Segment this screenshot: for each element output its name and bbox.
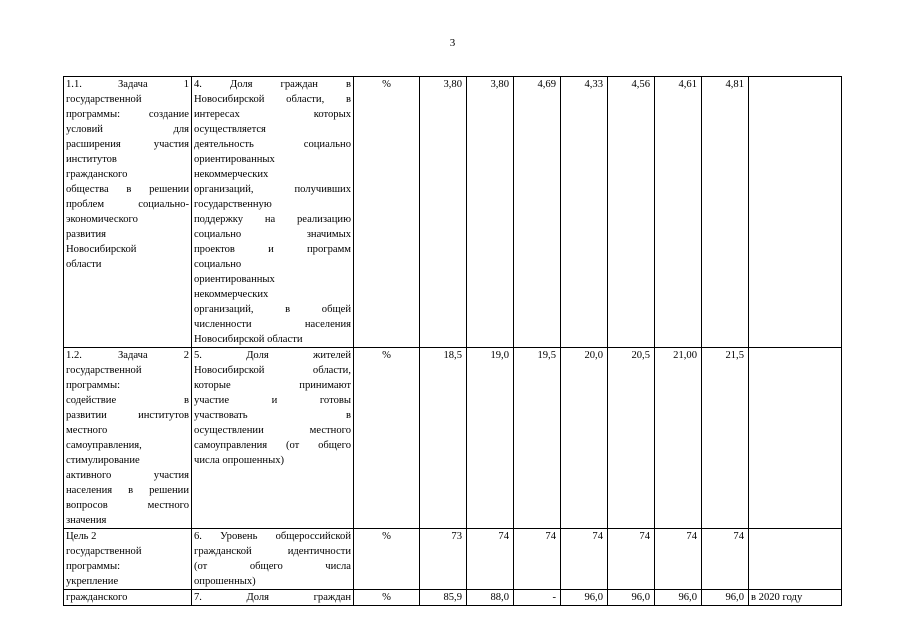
- indicator-cell-line: некоммерческих: [194, 289, 269, 300]
- indicator-cell-line: организаций, в общей: [194, 304, 351, 315]
- value-cell: 74: [702, 529, 749, 590]
- goal-cell: [64, 529, 192, 590]
- goal-cell-line: институтов: [66, 154, 117, 165]
- indicator-cell-line: социально: [194, 259, 242, 270]
- goal-cell: [64, 77, 192, 348]
- value-cell: 74: [608, 529, 655, 590]
- indicator-cell-line: государственную: [194, 199, 272, 210]
- goal-cell-line: программы: создание: [66, 109, 189, 120]
- value-cell: 3,80: [420, 77, 467, 348]
- indicator-cell-line: интересах которых: [194, 109, 351, 120]
- goal-cell-line: экономического: [66, 214, 138, 225]
- indicator-cell-line: осуществляется: [194, 124, 266, 135]
- goal-cell-line: 1.2. Задача 2: [66, 350, 189, 361]
- indicator-cell-line: опрошенных): [194, 576, 256, 587]
- goal-cell-line: гражданского: [66, 592, 128, 603]
- goal-cell-line: местного: [66, 425, 108, 436]
- table-row: [64, 529, 842, 590]
- goal-cell-line: укрепление: [66, 576, 119, 587]
- table-row: [64, 590, 842, 606]
- indicator-cell: [192, 348, 354, 529]
- indicator-cell-line: ориентированных: [194, 154, 275, 165]
- goal-cell-line: значения: [66, 515, 107, 526]
- indicator-cell-line: 7. Доля граждан: [194, 592, 351, 603]
- unit-cell: %: [354, 590, 420, 606]
- indicator-cell-line: 4. Доля граждан в: [194, 79, 351, 90]
- goal-cell-line: вопросов местного: [66, 500, 189, 511]
- goal-cell-line: стимулирование: [66, 455, 140, 466]
- goal-cell-line: общества в решении: [66, 184, 189, 195]
- table-row: [64, 348, 842, 529]
- indicator-cell-line: некоммерческих: [194, 169, 269, 180]
- value-cell: 85,9: [420, 590, 467, 606]
- value-cell: 20,0: [561, 348, 608, 529]
- goal-cell-line: гражданского: [66, 169, 128, 180]
- goal-cell-line: активного участия: [66, 470, 189, 481]
- indicator-cell-line: социально значимых: [194, 229, 351, 240]
- goal-cell-line: государственной: [66, 365, 142, 376]
- value-cell: 74: [467, 529, 514, 590]
- value-cell: 4,33: [561, 77, 608, 348]
- indicator-cell-line: (от общего числа: [194, 561, 351, 572]
- unit-cell: %: [354, 77, 420, 348]
- goal-cell-line: Цель 2: [66, 531, 97, 542]
- value-cell: 96,0: [561, 590, 608, 606]
- goal-cell: [64, 348, 192, 529]
- value-cell: 21,00: [655, 348, 702, 529]
- goal-cell-line: Новосибирской: [66, 244, 137, 255]
- goal-cell-line: программы:: [66, 561, 121, 572]
- indicator-cell-line: осуществлении местного: [194, 425, 351, 436]
- value-cell: 73: [420, 529, 467, 590]
- value-cell: 4,61: [655, 77, 702, 348]
- note-cell: в 2020 году: [749, 590, 842, 606]
- goal-cell: [64, 590, 192, 606]
- value-cell: 96,0: [702, 590, 749, 606]
- goal-cell-line: развития: [66, 229, 107, 240]
- unit-cell: %: [354, 348, 420, 529]
- indicator-cell-line: которые принимают: [194, 380, 351, 391]
- value-cell: 96,0: [608, 590, 655, 606]
- value-cell: 74: [514, 529, 561, 590]
- indicator-cell-line: участвовать в: [194, 410, 351, 421]
- goal-cell-line: области: [66, 259, 102, 270]
- goal-cell-line: программы:: [66, 380, 121, 391]
- value-cell: 3,80: [467, 77, 514, 348]
- goal-cell-line: населения в решении: [66, 485, 189, 496]
- indicator-cell-line: участие и готовы: [194, 395, 351, 406]
- value-cell: 19,0: [467, 348, 514, 529]
- indicator-cell: [192, 590, 354, 606]
- value-cell: 88,0: [467, 590, 514, 606]
- indicator-cell-line: ориентированных: [194, 274, 275, 285]
- note-cell: [749, 529, 842, 590]
- goal-cell-line: содействие в: [66, 395, 189, 406]
- goal-cell-line: расширения участия: [66, 139, 189, 150]
- value-cell: 74: [561, 529, 608, 590]
- value-cell: 21,5: [702, 348, 749, 529]
- indicator-cell-line: Новосибирской области: [194, 334, 303, 345]
- value-cell: 4,81: [702, 77, 749, 348]
- page-number: 3: [449, 37, 456, 49]
- goal-cell-line: 1.1. Задача 1: [66, 79, 189, 90]
- goal-cell-line: государственной: [66, 94, 142, 105]
- unit-cell: %: [354, 529, 420, 590]
- table-row: [64, 77, 842, 348]
- indicator-cell-line: 6. Уровень общероссийской: [194, 531, 351, 542]
- value-cell: 4,69: [514, 77, 561, 348]
- indicator-cell: [192, 77, 354, 348]
- value-cell: 96,0: [655, 590, 702, 606]
- value-cell: 18,5: [420, 348, 467, 529]
- indicator-cell-line: 5. Доля жителей: [194, 350, 351, 361]
- note-cell: [749, 348, 842, 529]
- goal-cell-line: государственной: [66, 546, 142, 557]
- indicator-cell-line: Новосибирской области, в: [194, 94, 351, 105]
- indicator-cell-line: гражданской идентичности: [194, 546, 351, 557]
- goal-cell-line: проблем социально-: [66, 199, 189, 210]
- value-cell: 4,56: [608, 77, 655, 348]
- indicator-cell-line: поддержку на реализацию: [194, 214, 351, 225]
- indicator-cell-line: Новосибирской области,: [194, 365, 351, 376]
- value-cell: 19,5: [514, 348, 561, 529]
- goal-cell-line: условий для: [66, 124, 189, 135]
- indicator-cell: [192, 529, 354, 590]
- value-cell: -: [514, 590, 561, 606]
- value-cell: 74: [655, 529, 702, 590]
- goal-cell-line: развитии институтов: [66, 410, 189, 421]
- indicator-cell-line: самоуправления (от общего: [194, 440, 351, 451]
- indicator-cell-line: числа опрошенных): [194, 455, 285, 466]
- indicator-cell-line: организаций, получивших: [194, 184, 351, 195]
- indicator-cell-line: проектов и программ: [194, 244, 351, 255]
- indicators-table: [63, 76, 842, 606]
- indicator-cell-line: деятельность социально: [194, 139, 351, 150]
- note-cell: [749, 77, 842, 348]
- indicator-cell-line: численности населения: [194, 319, 351, 330]
- value-cell: 20,5: [608, 348, 655, 529]
- goal-cell-line: самоуправления,: [66, 440, 142, 451]
